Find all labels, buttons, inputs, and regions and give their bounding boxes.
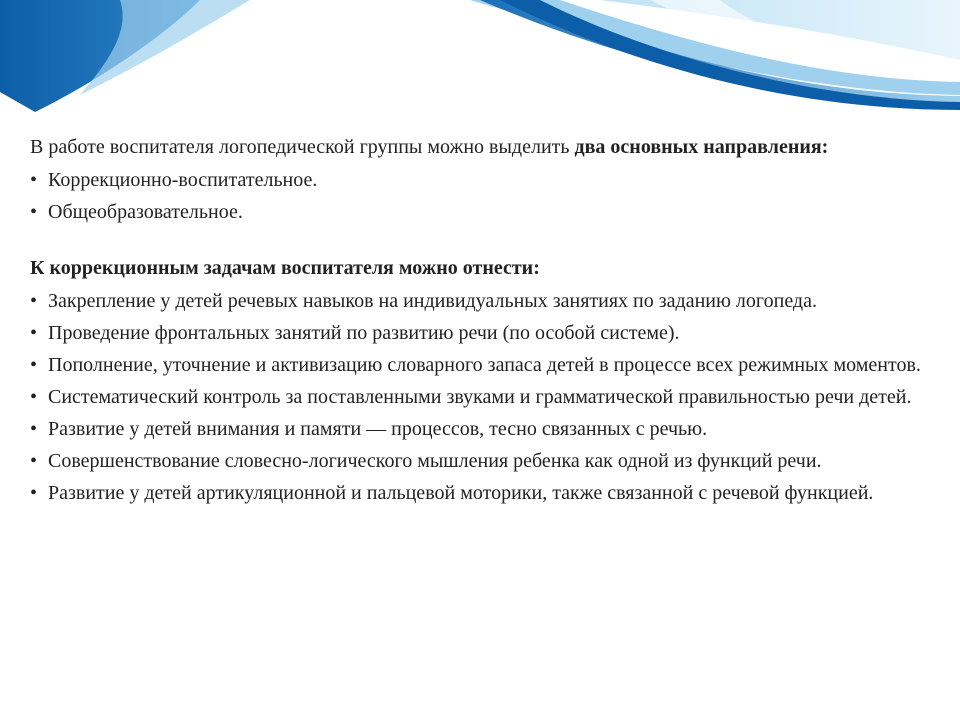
direction-text: Общеобразовательное. (48, 201, 243, 223)
task-text: Развитие у детей артикуляционной и пальцевой моторики, также связанной с речевой функцией. (48, 482, 874, 504)
bullet: • (30, 482, 38, 504)
list-item (30, 197, 950, 227)
task-text: Проведение фронтальных занятий по развитию речи (по особой системе). (48, 322, 680, 344)
list-item (30, 319, 950, 347)
list-item (30, 287, 950, 315)
list-item (30, 165, 950, 195)
direction-text: Коррекционно-воспитательное. (48, 169, 318, 191)
bullet: • (30, 354, 38, 376)
bullet: • (30, 201, 38, 223)
intro-text: В работе воспитателя логопедической группы можно выделить (30, 136, 575, 158)
task-text: Совершенствование словесно-логического мышления ребенка как одной из функций речи. (48, 450, 822, 472)
tasks-list (30, 287, 950, 507)
list-item (30, 415, 950, 443)
intro-emphasis: два основных направления: (574, 136, 829, 158)
list-item (30, 351, 950, 379)
list-item (30, 447, 950, 475)
bullet: • (30, 386, 38, 408)
list-item (30, 383, 950, 411)
task-text: Систематический контроль за поставленными звуками и грамматической правильностью речи детей. (48, 386, 912, 408)
intro-paragraph (30, 131, 950, 163)
list-item (30, 479, 950, 507)
header-wave-decoration (0, 0, 960, 120)
bullet: • (30, 169, 38, 191)
bullet: • (30, 290, 38, 312)
task-text: Пополнение, уточнение и активизацию словарного запаса детей в процессе всех режимных моментов. (48, 354, 921, 376)
tasks-heading: К коррекционным задачам воспитателя можно отнести: (30, 257, 540, 279)
task-text: Развитие у детей внимания и памяти — процессов, тесно связанных с речью. (48, 418, 708, 440)
bullet: • (30, 418, 38, 440)
task-text: Закрепление у детей речевых навыков на индивидуальных занятиях по заданию логопеда. (48, 290, 817, 312)
slide-content (30, 131, 950, 511)
directions-list (30, 165, 950, 227)
bullet: • (30, 450, 38, 472)
bullet: • (30, 322, 38, 344)
